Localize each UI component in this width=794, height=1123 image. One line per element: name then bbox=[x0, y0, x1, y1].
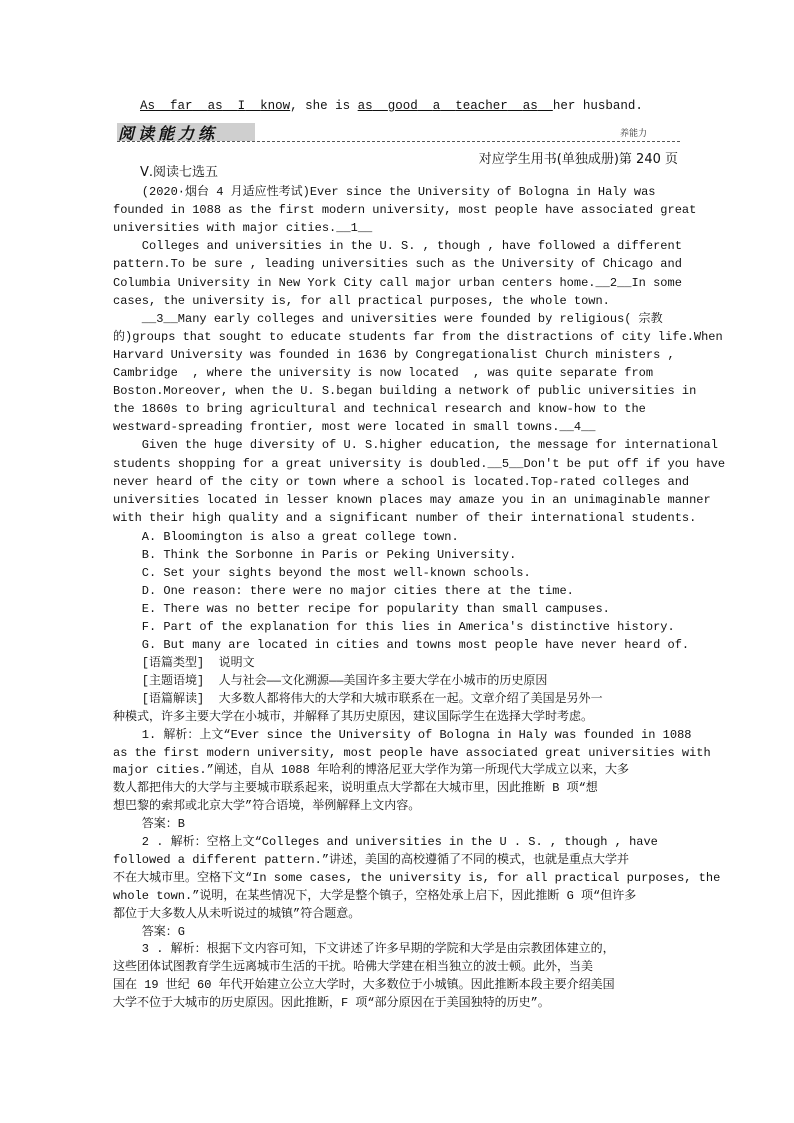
analysis-line: 3 . 解析：根据下文内容可知，下文讲述了许多早期的学院和大学是由宗教团体建立的， bbox=[113, 942, 615, 957]
passage-line: with their high quality and a significant number of their international students. bbox=[113, 510, 697, 525]
analysis-line: major cities.”阐述，自从 1088 年哈利的博洛尼亚大学作为第一所现代大学成立以来，大多 bbox=[113, 763, 630, 778]
analysis-line: 想巴黎的索邦或北京大学”符合语境，举例解释上文内容。 bbox=[113, 799, 421, 814]
passage-line: universities located in lesser known places may amaze you in an unimaginable manner bbox=[113, 492, 711, 507]
option-line: B. Think the Sorbonne in Paris or Peking University. bbox=[113, 548, 517, 562]
page-reference: 对应学生用书(单独成册)第 240 页 bbox=[478, 152, 678, 167]
passage-line: Boston.Moreover, when the U. S.began building a network of public universities in bbox=[113, 384, 697, 399]
section-header-tag: 养能力 bbox=[620, 129, 648, 139]
analysis-line: 数人都把伟大的大学与主要城市联系起来，说明重点大学都在大城市里，因此推断 B 项“想 bbox=[113, 781, 598, 796]
passage-line: Colleges and universities in the U. S. , though , have followed a different bbox=[113, 239, 682, 254]
option-line: G. But many are located in cities and towns most people have never heard of. bbox=[113, 638, 690, 652]
passage-line: cases, the university is, for all practical purposes, the whole town. bbox=[113, 293, 610, 308]
passage-line: never heard of the city or town where a school is located.Top-rated colleges and bbox=[113, 474, 690, 489]
passage-line: Harvard University was founded in 1636 by Congregationalist Church ministers , bbox=[113, 347, 675, 362]
word: teacher bbox=[455, 99, 508, 113]
analysis-line: [主题语境] 人与社会——文化溯源——美国许多主要大学在小城市的历史原因 bbox=[113, 673, 548, 688]
section-title: Ⅴ.阅读七选五 bbox=[140, 165, 219, 180]
passage-line: the 1860s to bring agricultural and technical research and know-how to the bbox=[113, 402, 646, 417]
analysis-line: 国在 19 世纪 60 年代开始建立公立大学时，大多数位于小城镇。因此推断本段主要介绍美国 bbox=[113, 978, 615, 993]
word: I bbox=[237, 99, 246, 113]
passage-line: founded in 1088 as the first modern university, most people have associated great bbox=[113, 203, 697, 218]
analysis-line: 大学不位于大城市的历史原因。因此推断，F 项“部分原因在于美国独特的历史”。 bbox=[113, 996, 550, 1011]
analysis-line: 答案：G bbox=[113, 924, 186, 939]
passage-line: pattern.To be sure , leading universities such as the University of Chicago and bbox=[113, 257, 682, 272]
word: know bbox=[260, 99, 291, 113]
analysis-line: 种模式，许多主要大学在小城市，并解释了其历史原因，建议国际学生在选择大学时考虑。 bbox=[113, 709, 594, 724]
passage-line: universities with major cities.__1__ bbox=[113, 221, 373, 236]
section-header-divider bbox=[117, 141, 680, 142]
analysis-line: 答案：B bbox=[113, 817, 186, 832]
passage-line: Columbia University in New York City call major urban centers home.__2__In some bbox=[113, 275, 682, 290]
option-line: E. There was no better recipe for popularity than small campuses. bbox=[113, 602, 610, 616]
top-sentence bbox=[140, 99, 643, 113]
section-header-title: 阅读能力练 bbox=[118, 124, 219, 143]
analysis-line: 不在大城市里。空格下文“In some cases, the university is, for all practical purposes, the bbox=[113, 870, 721, 885]
word: a bbox=[432, 99, 441, 113]
passage-line: westward-spreading frontier, most were located in small towns.__4__ bbox=[113, 420, 596, 435]
word: as bbox=[522, 99, 538, 113]
option-line: D. One reason: there were no major cities there at the time. bbox=[113, 584, 574, 598]
analysis-line: 1. 解析：上文“Ever since the University of Bologna in Haly was founded in 1088 bbox=[113, 727, 692, 742]
passage-line: (2020·烟台 4 月适应性考试)Ever since the University of Bologna in Haly was bbox=[113, 185, 656, 199]
analysis-line: 2 . 解析：空格上文“Colleges and universities in the U . S. , though , have bbox=[113, 835, 658, 849]
analysis-line: whole town.”说明，在某些情况下，大学是整个镇子，空格处承上启下，因此推断 G 项“但许多 bbox=[113, 888, 637, 903]
analysis-line: 这些团体试图教育学生远离城市生活的干扰。哈佛大学建在相当独立的波士顿。此外，当美 bbox=[113, 960, 594, 975]
analysis-line: [语篇类型] 说明文 bbox=[113, 656, 255, 670]
option-line: C. Set your sights beyond the most well-known schools. bbox=[113, 566, 531, 580]
passage-line: 的)groups that sought to educate students far from the distractions of city life.When bbox=[113, 329, 723, 344]
word: As bbox=[140, 99, 156, 113]
passage-line: students shopping for a great university is doubled.__5__Don't be put off if you have bbox=[113, 456, 726, 471]
option-line: F. Part of the explanation for this lies in America's distinctive history. bbox=[113, 620, 675, 634]
word: as bbox=[357, 99, 373, 113]
analysis-line: 都位于大多数人从未听说过的城镇”符合题意。 bbox=[113, 906, 361, 921]
analysis-line: [语篇解读] 大多数人都将伟大的大学和大城市联系在一起。文章介绍了美国是另外一 bbox=[113, 691, 603, 706]
passage-line: Cambridge , where the university is now located , was quite separate from bbox=[113, 366, 654, 380]
analysis-line: as the first modern university, most people have associated great universities with bbox=[113, 745, 711, 760]
word: far bbox=[170, 99, 193, 113]
passage-line: __3__Many early colleges and universities were founded by religious( 宗教 bbox=[113, 311, 663, 326]
option-line: A. Bloomington is also a great college town. bbox=[113, 530, 459, 544]
passage-line: Given the huge diversity of U. S.higher education, the message for international bbox=[113, 438, 718, 453]
analysis-line: followed a different pattern.”讲述，美国的高校遵循了不同的模式，也就是重点大学并 bbox=[113, 852, 630, 867]
word: as bbox=[207, 99, 223, 113]
word: , she is bbox=[290, 99, 358, 113]
word: her husband. bbox=[552, 99, 643, 113]
word: good bbox=[387, 99, 418, 113]
